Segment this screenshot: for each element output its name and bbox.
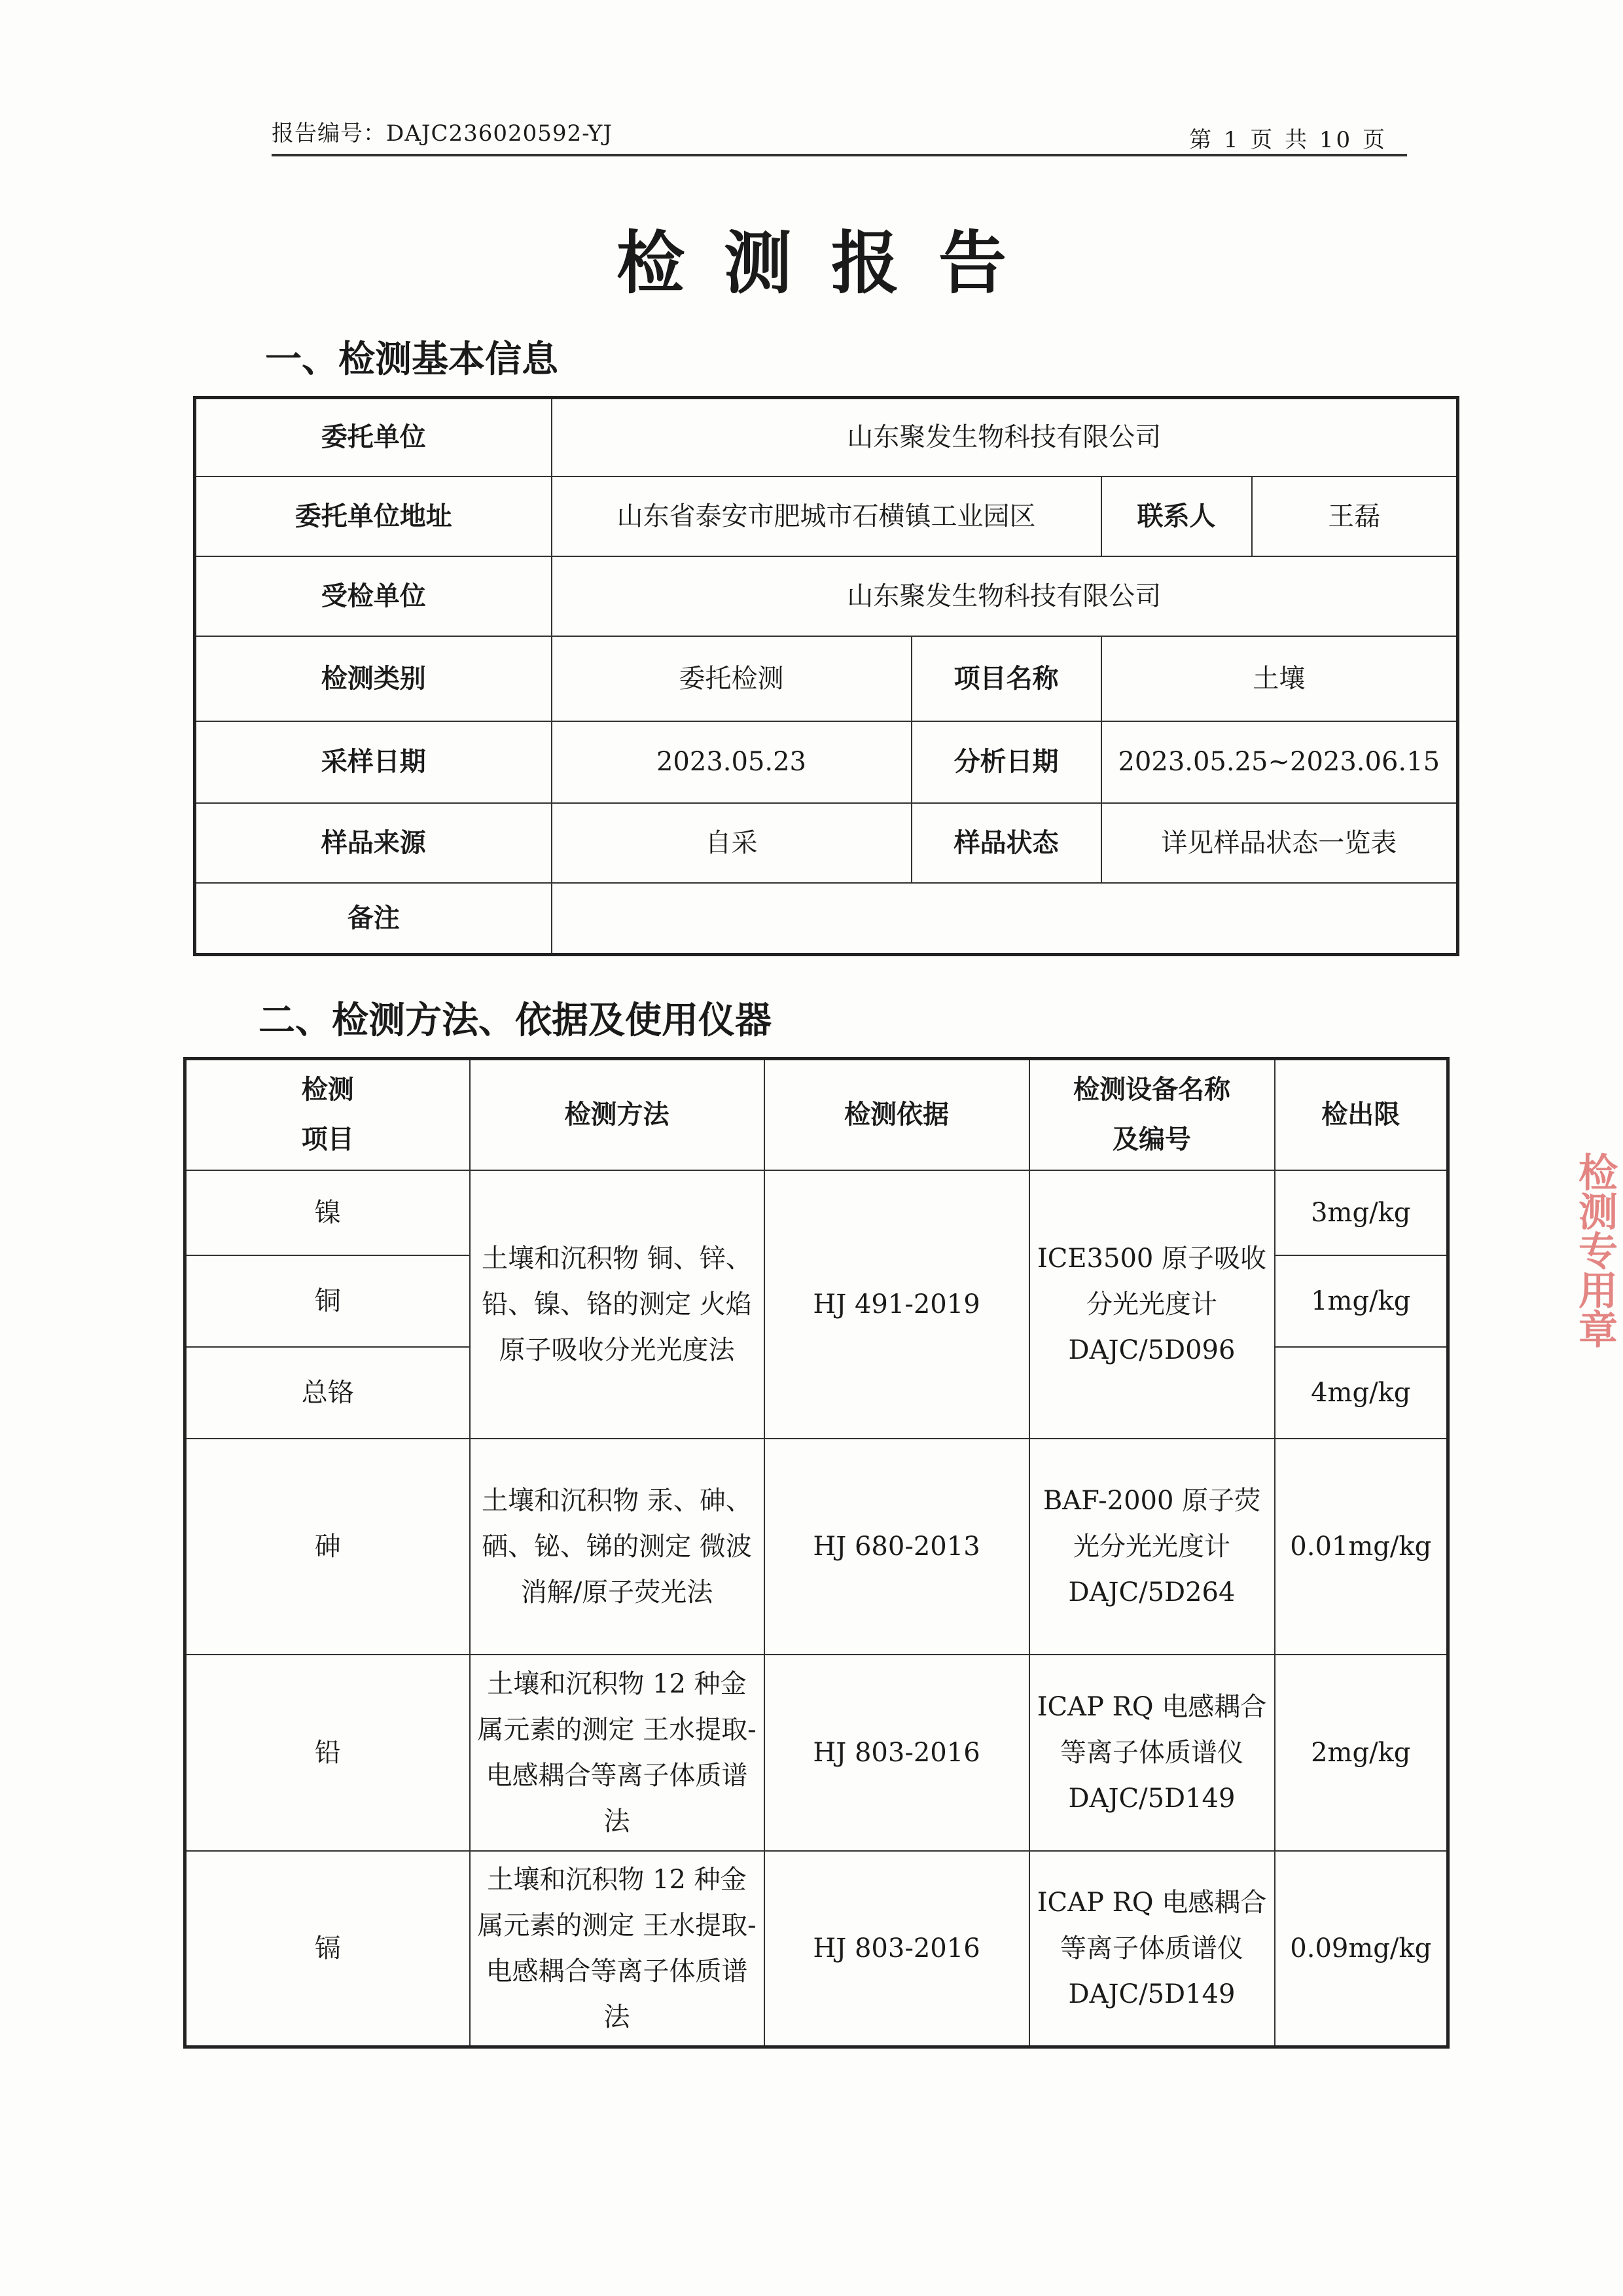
method-cell: 土壤和沉积物 铜、锌、铅、镍、铬的测定 火焰原子吸收分光光度法 (470, 1170, 764, 1439)
category-value: 委托检测 (552, 636, 912, 721)
methods-table (183, 1057, 1450, 2049)
state-label: 样品状态 (912, 803, 1101, 883)
basis-cell: HJ 803-2016 (764, 1655, 1029, 1851)
section-2-heading: 二、检测方法、依据及使用仪器 (259, 999, 772, 1042)
address-value: 山东省泰安市肥城市石横镇工业园区 (552, 476, 1101, 556)
address-label: 委托单位地址 (195, 476, 552, 556)
source-label: 样品来源 (195, 803, 552, 883)
header-item: 检测项目 (185, 1059, 470, 1170)
remark-label: 备注 (195, 883, 552, 955)
basis-cell: HJ 491-2019 (764, 1170, 1029, 1439)
method-cell: 土壤和沉积物 汞、砷、硒、铋、锑的测定 微波消解/原子荧光法 (470, 1439, 764, 1655)
method-cell: 土壤和沉积物 12 种金属元素的测定 王水提取-电感耦合等离子体质谱法 (470, 1851, 764, 2047)
contact-value: 王磊 (1252, 476, 1458, 556)
client-label: 委托单位 (195, 398, 552, 476)
limit-copper: 1mg/kg (1275, 1255, 1448, 1347)
header-method: 检测方法 (470, 1059, 764, 1170)
header-basis: 检测依据 (764, 1059, 1029, 1170)
basic-info-table (193, 396, 1459, 956)
limit-cadmium: 0.09mg/kg (1275, 1851, 1448, 2047)
page-title: 检测报告 (616, 223, 1046, 303)
report-number: 报告编号：DAJC236020592-YJ (272, 120, 613, 147)
item-lead: 铅 (185, 1655, 470, 1851)
item-copper: 铜 (185, 1255, 470, 1347)
analysis-label: 分析日期 (912, 721, 1101, 803)
project-label: 项目名称 (912, 636, 1101, 721)
item-cadmium: 镉 (185, 1851, 470, 2047)
device-cell: ICAP RQ 电感耦合等离子体质谱仪 DAJC/5D149 (1029, 1851, 1275, 2047)
limit-nickel: 3mg/kg (1275, 1170, 1448, 1255)
basis-cell: HJ 803-2016 (764, 1851, 1029, 2047)
header-limit: 检出限 (1275, 1059, 1448, 1170)
source-value: 自采 (552, 803, 912, 883)
sampling-value: 2023.05.23 (552, 721, 912, 803)
item-chromium: 总铬 (185, 1347, 470, 1439)
contact-label: 联系人 (1101, 476, 1252, 556)
limit-chromium: 4mg/kg (1275, 1347, 1448, 1439)
method-cell: 土壤和沉积物 12 种金属元素的测定 王水提取-电感耦合等离子体质谱法 (470, 1655, 764, 1851)
state-value: 详见样品状态一览表 (1101, 803, 1458, 883)
device-cell: ICAP RQ 电感耦合等离子体质谱仪 DAJC/5D149 (1029, 1655, 1275, 1851)
inspected-label: 受检单位 (195, 556, 552, 636)
remark-value (552, 883, 1458, 955)
header-device: 检测设备名称及编号 (1029, 1059, 1275, 1170)
client-value: 山东聚发生物科技有限公司 (552, 398, 1458, 476)
page-header (272, 105, 1407, 156)
item-arsenic: 砷 (185, 1439, 470, 1655)
basis-cell: HJ 680-2013 (764, 1439, 1029, 1655)
inspected-value: 山东聚发生物科技有限公司 (552, 556, 1458, 636)
stamp-seal: 检测专用章 (1572, 1152, 1618, 1348)
analysis-value: 2023.05.25~2023.06.15 (1101, 721, 1458, 803)
page-info: 第 1 页 共 10 页 (1189, 127, 1387, 153)
project-value: 土壤 (1101, 636, 1458, 721)
category-label: 检测类别 (195, 636, 552, 721)
item-nickel: 镍 (185, 1170, 470, 1255)
device-cell: ICE3500 原子吸收分光光度计 DAJC/5D096 (1029, 1170, 1275, 1439)
limit-arsenic: 0.01mg/kg (1275, 1439, 1448, 1655)
section-1-heading: 一、检测基本信息 (265, 338, 558, 381)
sampling-label: 采样日期 (195, 721, 552, 803)
device-cell: BAF-2000 原子荧光分光光度计 DAJC/5D264 (1029, 1439, 1275, 1655)
limit-lead: 2mg/kg (1275, 1655, 1448, 1851)
